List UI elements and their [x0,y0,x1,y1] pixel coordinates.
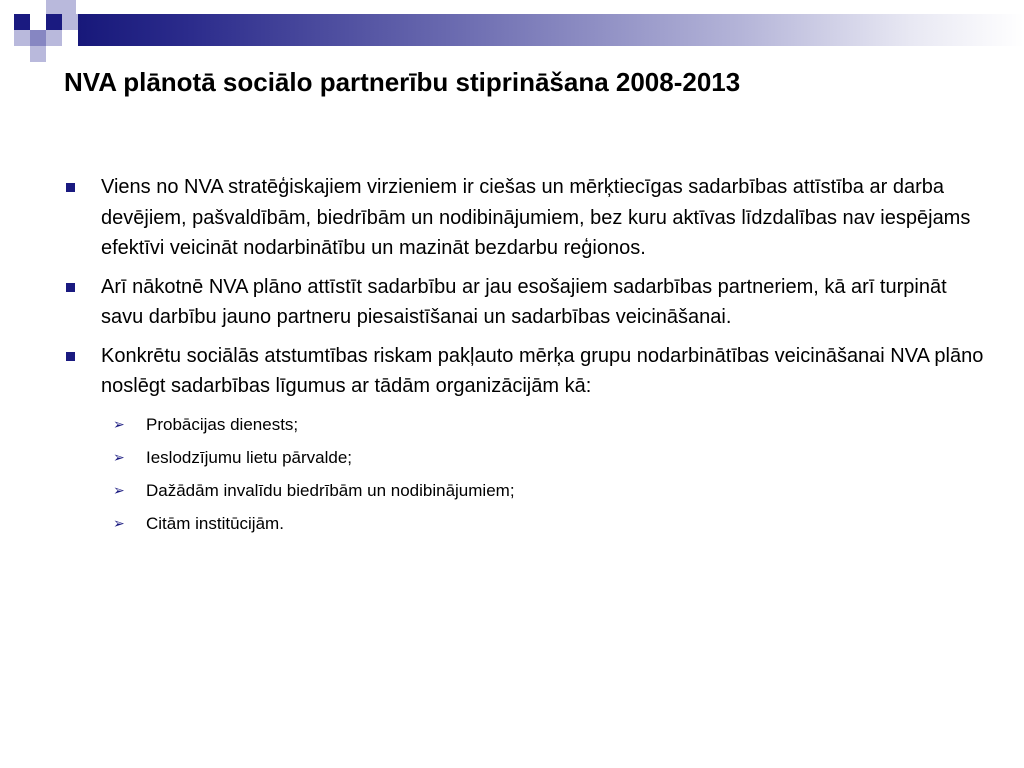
bullet-item [64,341,994,402]
decor-square [30,46,46,62]
decor-square [30,30,46,46]
slide-title: NVA plānotā sociālo partnerību stiprināšana 2008-2013 [64,67,741,97]
square-bullet-icon [66,352,75,361]
arrow-bullet-icon: ➢ [113,514,125,531]
decor-square [62,14,78,30]
bullet-item [64,172,994,264]
decor-square [46,14,62,30]
sub-item [64,507,994,540]
sub-item-text: Citām institūcijām. [146,513,284,533]
sub-list [64,408,994,540]
bullet-text: Konkrētu sociālās atstumtības riskam pakļauto mērķa grupu nodarbinātības veicināšanai NVA plāno noslēgt sadarbības līgumus ar tādām organizācijām kā: [101,344,984,397]
sub-item [64,474,994,507]
bullet-text: Arī nākotnē NVA plāno attīstīt sadarbību ar jau esošajiem sadarbības partneriem, kā arī turpināt savu darbību jauno partneru piesaistīšanai un sadarbības veicināšanai. [101,275,947,328]
bullet-item [64,272,994,333]
arrow-bullet-icon: ➢ [113,481,125,498]
sub-item [64,408,994,441]
header-gradient-bar [78,14,1024,46]
decor-square [46,0,76,14]
arrow-bullet-icon: ➢ [113,448,125,465]
sub-item-text: Probācijas dienests; [146,414,299,434]
decor-square [46,30,62,46]
arrow-bullet-icon: ➢ [113,415,125,432]
slide-content [64,172,994,542]
sub-item-text: Dažādām invalīdu biedrībām un nodibinājumiem; [146,480,515,500]
square-bullet-icon [66,283,75,292]
decor-square [14,30,30,46]
bullet-text: Viens no NVA stratēģiskajiem virzieniem ir ciešas un mērķtiecīgas sadarbības attīstība ar darba devējiem, pašvaldībām, biedrībām un nodibinājumiem, bez kuru aktīvas līdzdalības nav iespējams efektīvi veicināt nodarbinātību un mazināt bezdarbu reģionos. [101,176,971,259]
decor-square [14,14,30,30]
sub-item-text: Ieslodzījumu lietu pārvalde; [146,447,353,467]
sub-item [64,441,994,474]
square-bullet-icon [66,183,75,192]
